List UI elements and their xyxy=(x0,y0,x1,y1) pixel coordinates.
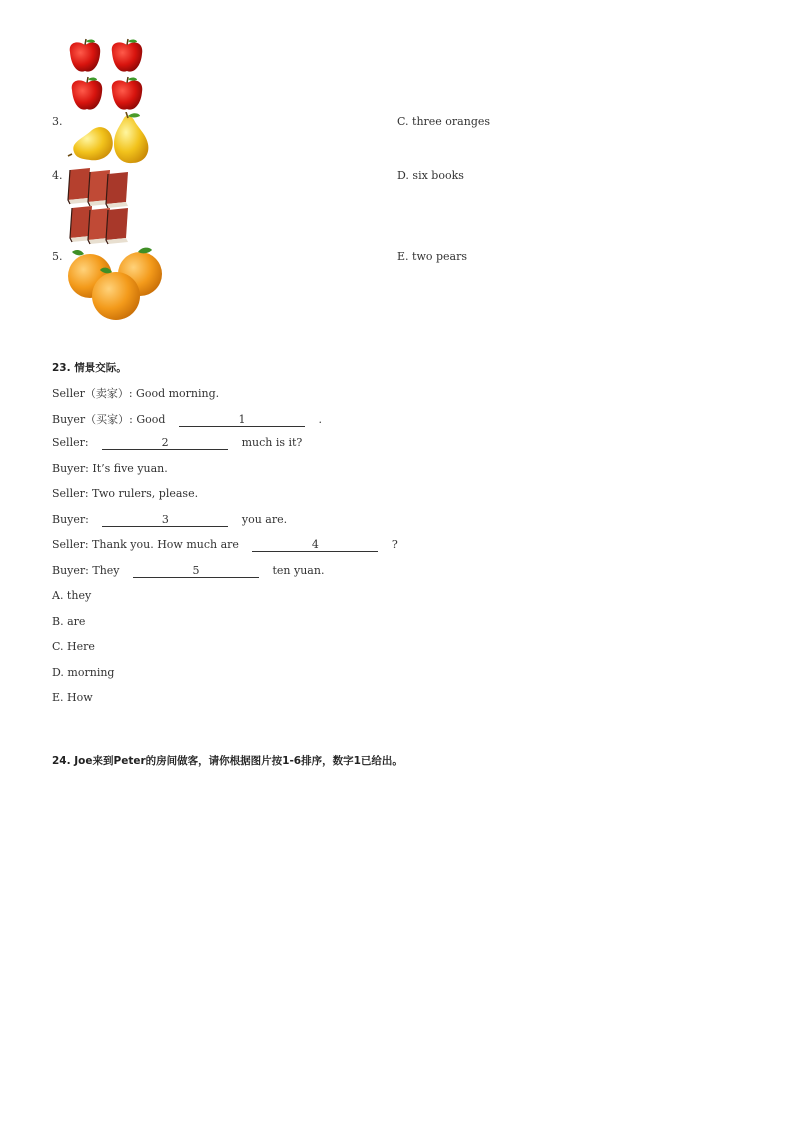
dialogue-text: Seller（卖家）: Good morning. xyxy=(52,387,220,400)
dialogue-line-5 xyxy=(52,487,198,500)
apple-icon xyxy=(70,39,101,72)
choice-d: D. morning xyxy=(52,666,115,679)
answer-blank-1[interactable]: 1 xyxy=(179,414,305,427)
question-24-title: 24. Joe来到Peter的房间做客，请你根据图片按1-6排序，数字1已给出。 xyxy=(52,755,403,767)
choice-c: C. Here xyxy=(52,640,95,653)
dialogue-text: Seller: xyxy=(52,436,89,449)
dialogue-text: . xyxy=(318,413,322,426)
apple-icon xyxy=(72,77,103,110)
pear-icon xyxy=(68,127,113,160)
dialogue-line-6 xyxy=(52,513,287,527)
choice-e: E. How xyxy=(52,691,93,704)
dialogue-text: Buyer: It’s five yuan. xyxy=(52,462,168,475)
answer-blank-3[interactable]: 3 xyxy=(102,514,228,527)
dialogue-text: ? xyxy=(391,538,398,551)
dialogue-line-1 xyxy=(52,385,219,401)
dialogue-text: Buyer: They xyxy=(52,564,120,577)
dialogue-line-3 xyxy=(52,436,302,450)
book-icon xyxy=(106,172,128,208)
dialogue-text: much is it? xyxy=(241,436,303,449)
books-picture xyxy=(66,166,132,246)
oranges-picture xyxy=(66,244,164,322)
option-e: E. two pears xyxy=(397,250,467,263)
dialogue-text: ten yuan. xyxy=(272,564,325,577)
dialogue-text: Seller: Two rulers, please. xyxy=(52,487,199,500)
dialogue-line-8 xyxy=(52,564,324,578)
apple-icon xyxy=(112,77,143,110)
choice-a: A. they xyxy=(52,589,92,602)
answer-blank-2[interactable]: 2 xyxy=(102,437,228,450)
dialogue-text: Seller: Thank you. How much are xyxy=(52,538,239,551)
dialogue-text: Buyer（买家）: Good xyxy=(52,413,166,426)
option-d: D. six books xyxy=(397,169,464,182)
book-icon xyxy=(106,208,128,244)
answer-blank-5[interactable]: 5 xyxy=(133,565,259,578)
dialogue-line-4 xyxy=(52,462,168,475)
book-icon xyxy=(68,168,90,204)
answer-blank-4[interactable]: 4 xyxy=(252,539,378,552)
choice-b: B. are xyxy=(52,615,86,628)
pears-picture xyxy=(66,112,152,166)
item-number-4: 4. xyxy=(52,169,63,182)
dialogue-text: you are. xyxy=(241,513,288,526)
option-c: C. three oranges xyxy=(397,115,491,128)
dialogue-text: Buyer: xyxy=(52,513,89,526)
item-number-5: 5. xyxy=(52,250,63,263)
dialogue-line-7 xyxy=(52,538,398,552)
pear-icon xyxy=(114,112,148,163)
dialogue-line-2 xyxy=(52,411,322,427)
item-number-3: 3. xyxy=(52,115,63,128)
question-23-title: 23. 情景交际。 xyxy=(52,362,127,374)
apple-icon xyxy=(112,39,143,72)
apples-picture xyxy=(64,38,148,114)
